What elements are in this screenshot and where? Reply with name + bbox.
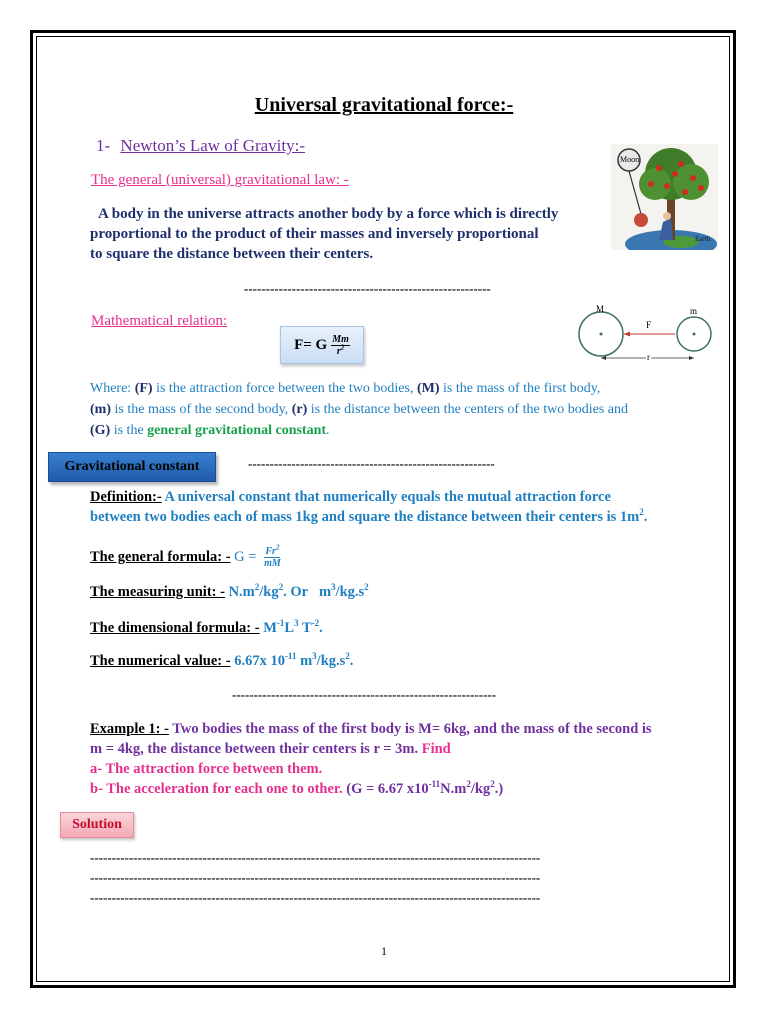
divider: ------------------------------------------------------------- bbox=[232, 687, 497, 702]
example-line-1: Example 1: - Two bodies the mass of the first body is M= 6kg, and the mass of the second is bbox=[90, 721, 652, 737]
where-explanation bbox=[90, 378, 628, 441]
answer-line: -------------------------------------------------------------------------------------------------------- bbox=[90, 890, 541, 905]
divider: --------------------------------------------------------- bbox=[244, 281, 491, 296]
divider: --------------------------------------------------------- bbox=[248, 456, 495, 471]
gravitational-constant-box: Gravitational constant bbox=[48, 452, 216, 482]
two-masses-diagram bbox=[576, 300, 718, 366]
general-formula-line bbox=[90, 543, 281, 569]
dimensional-formula-value: $M^{-1}L^3$ $T^{-2}$. bbox=[263, 618, 323, 636]
measuring-unit-value: $N.m^2/kg^2$. Or $m^3/kg.s^2$ bbox=[228, 582, 369, 600]
measuring-unit-label: The measuring unit: - bbox=[90, 584, 225, 600]
formula-denominator: $r^2$ bbox=[336, 343, 345, 357]
numerical-value-label: The numerical value: - bbox=[90, 653, 231, 669]
dimensional-formula-label: The dimensional formula: - bbox=[90, 620, 260, 636]
general-law-text bbox=[90, 204, 558, 264]
force-label: F bbox=[646, 320, 652, 330]
solution-box: Solution bbox=[60, 812, 134, 838]
where-line-3: (G) is the general gravitational constant. bbox=[90, 423, 330, 438]
example-part-b: b- The acceleration for each one to other. (G = 6.67 $x10^{-11}N.m^2/kg^2$.) bbox=[90, 779, 504, 797]
law-line: proportional to the product of their masses and inversely proportional bbox=[90, 226, 539, 242]
newton-apple-tree-image bbox=[611, 144, 718, 250]
where-line-2: (m) is the mass of the second body, (r) is the distance between the centers of the two bodies and bbox=[90, 402, 628, 417]
general-formula-label: The general formula: - bbox=[90, 548, 231, 565]
example-line-2: m = 4kg, the distance between their centers is r = 3m. Find bbox=[90, 741, 451, 757]
measuring-unit-line bbox=[90, 584, 369, 601]
example-label: Example 1: - bbox=[90, 721, 169, 737]
answer-line: -------------------------------------------------------------------------------------------------------- bbox=[90, 850, 541, 865]
law-line: to square the distance between their centers. bbox=[90, 246, 374, 262]
answer-line: -------------------------------------------------------------------------------------------------------- bbox=[90, 870, 541, 885]
general-law-heading: The general (universal) gravitational law: - bbox=[91, 172, 349, 188]
where-line-1: Where: (F) is the attraction force between the two bodies, (M) is the mass of the first body, bbox=[90, 381, 601, 396]
section-number: 1- bbox=[96, 136, 111, 155]
page-number: 1 bbox=[381, 944, 387, 958]
newton-formula-box bbox=[280, 326, 364, 364]
formula-numerator: Mm bbox=[332, 333, 349, 345]
distance-label: r bbox=[647, 352, 650, 362]
example-part-a: a- The attraction force between them. bbox=[90, 761, 323, 777]
definition-line-1: Definition:- A universal constant that numerically equals the mutual attraction force bbox=[90, 489, 611, 505]
general-formula-lhs: G = bbox=[234, 548, 257, 565]
moon-label: Moon bbox=[620, 155, 640, 164]
definition-label: Definition:- bbox=[90, 489, 162, 505]
example-block bbox=[90, 719, 652, 799]
section-heading bbox=[96, 136, 305, 156]
small-mass-label: m bbox=[690, 306, 698, 316]
formula-lhs: F= G bbox=[294, 336, 328, 353]
page-title: Universal gravitational force:- bbox=[254, 94, 514, 116]
dimensional-formula-line bbox=[90, 620, 323, 637]
formula-fraction bbox=[331, 334, 350, 357]
law-line: A body in the universe attracts another body by a force which is directly bbox=[98, 206, 559, 222]
big-mass-label: M bbox=[596, 304, 605, 314]
general-formula-fraction: $\frac{Fr^2}{mM}$ bbox=[264, 543, 281, 569]
earth-label: Earth bbox=[695, 235, 711, 243]
definition-block bbox=[90, 487, 647, 527]
math-relation-heading: Mathematical relation: bbox=[91, 313, 228, 329]
numerical-value: 6.67x $10^{-11}$ $m^3/kg.s^2$. bbox=[234, 651, 354, 669]
section-title: Newton’s Law of Gravity:- bbox=[120, 136, 306, 155]
numerical-value-line bbox=[90, 653, 353, 670]
definition-line-2: between two bodies each of mass 1kg and square the distance between their centers is $1m^2$. bbox=[90, 507, 648, 525]
